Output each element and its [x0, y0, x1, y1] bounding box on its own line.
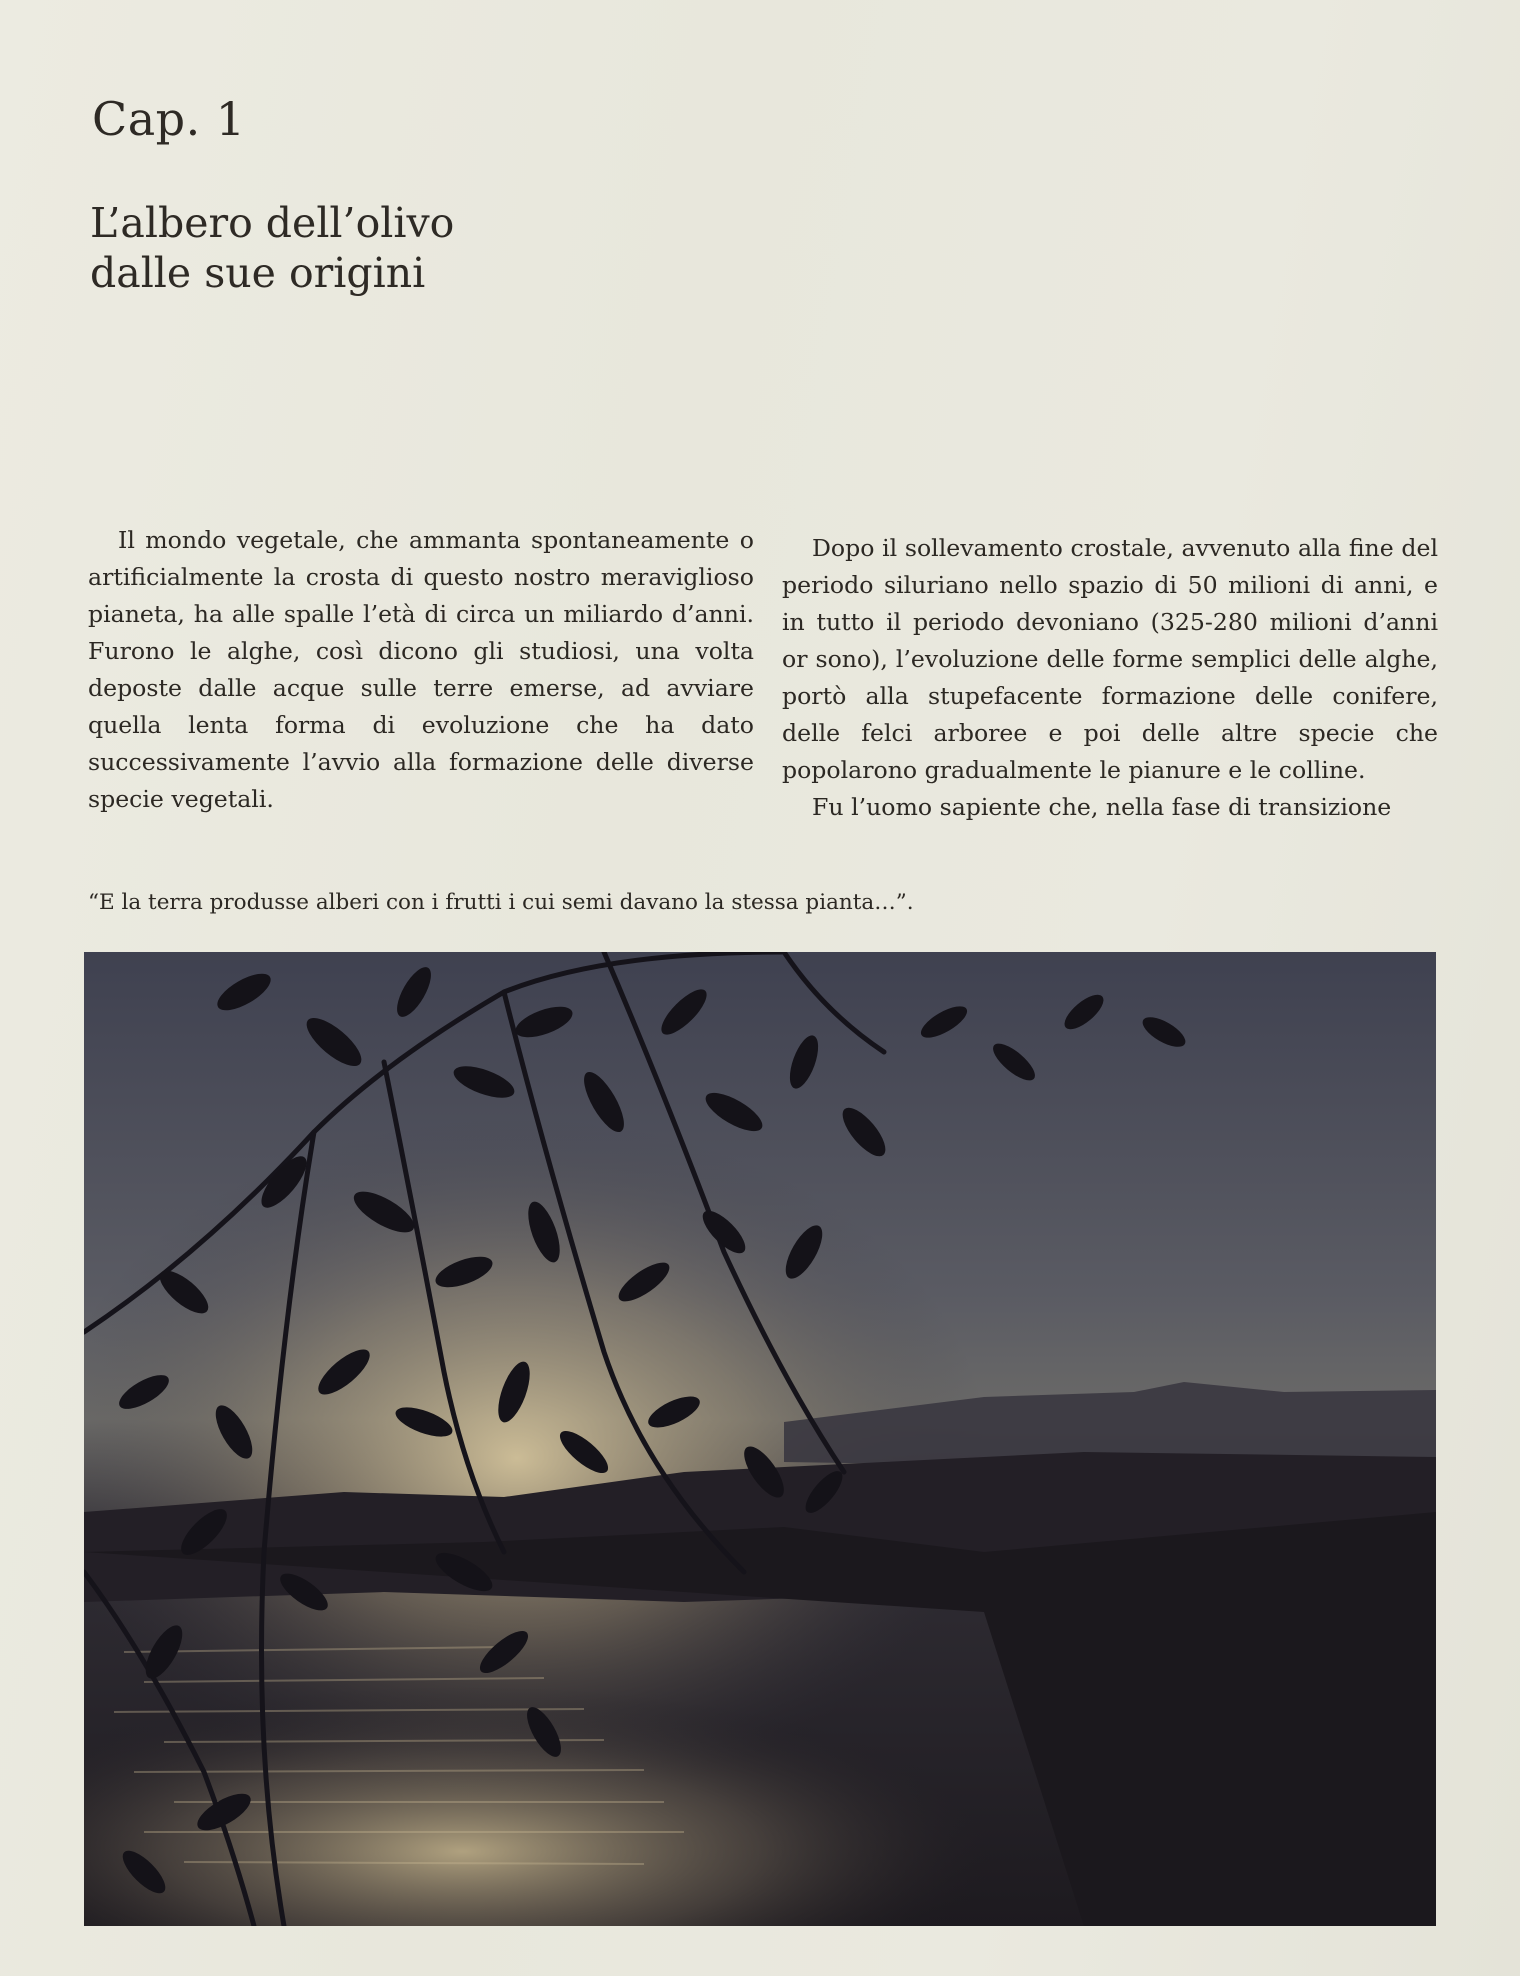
olive-branch-silhouette-image — [84, 952, 1436, 1926]
photo-caption: “E la terra produsse alberi con i frutti i cui semi davano la stessa pianta…”. — [88, 890, 914, 915]
left-paragraph: Il mondo vegetale, che ammanta spontaneamente o artificialmente la crosta di questo nostro meraviglioso pianeta, ha alle spalle l’età di circa un miliardo d’anni. Furono le alghe, così dicono gli studiosi, una volta deposte dalle acque sulle terre emerse, ad avviare quella lenta forma di evoluzione che ha dato successivamente l’avvio alla formazione delle diverse specie vegetali. — [88, 526, 754, 813]
chapter-title-line-1: L’albero dell’olivo — [90, 199, 455, 247]
chapter-label: Cap. 1 — [92, 92, 246, 146]
right-text-column — [782, 530, 1438, 826]
right-paragraph-1: Dopo il sollevamento crostale, avvenuto alla fine del periodo siluriano nello spazio di 50 milioni di anni, e in tutto il periodo devoniano (325-280 milioni d’anni or sono), l’evoluzione delle forme semplici delle alghe, portò alla stupefacente formazione delle conifere, delle felci arboree e poi delle altre specie che popolarono gradualmente le pianure e le colline. — [782, 534, 1438, 784]
olive-branch-photo — [84, 952, 1436, 1926]
chapter-title-line-2: dalle sue origini — [90, 249, 426, 297]
left-text-column — [88, 522, 754, 818]
chapter-title — [90, 198, 454, 298]
right-paragraph-2: Fu l’uomo sapiente che, nella fase di transizione — [812, 793, 1392, 821]
